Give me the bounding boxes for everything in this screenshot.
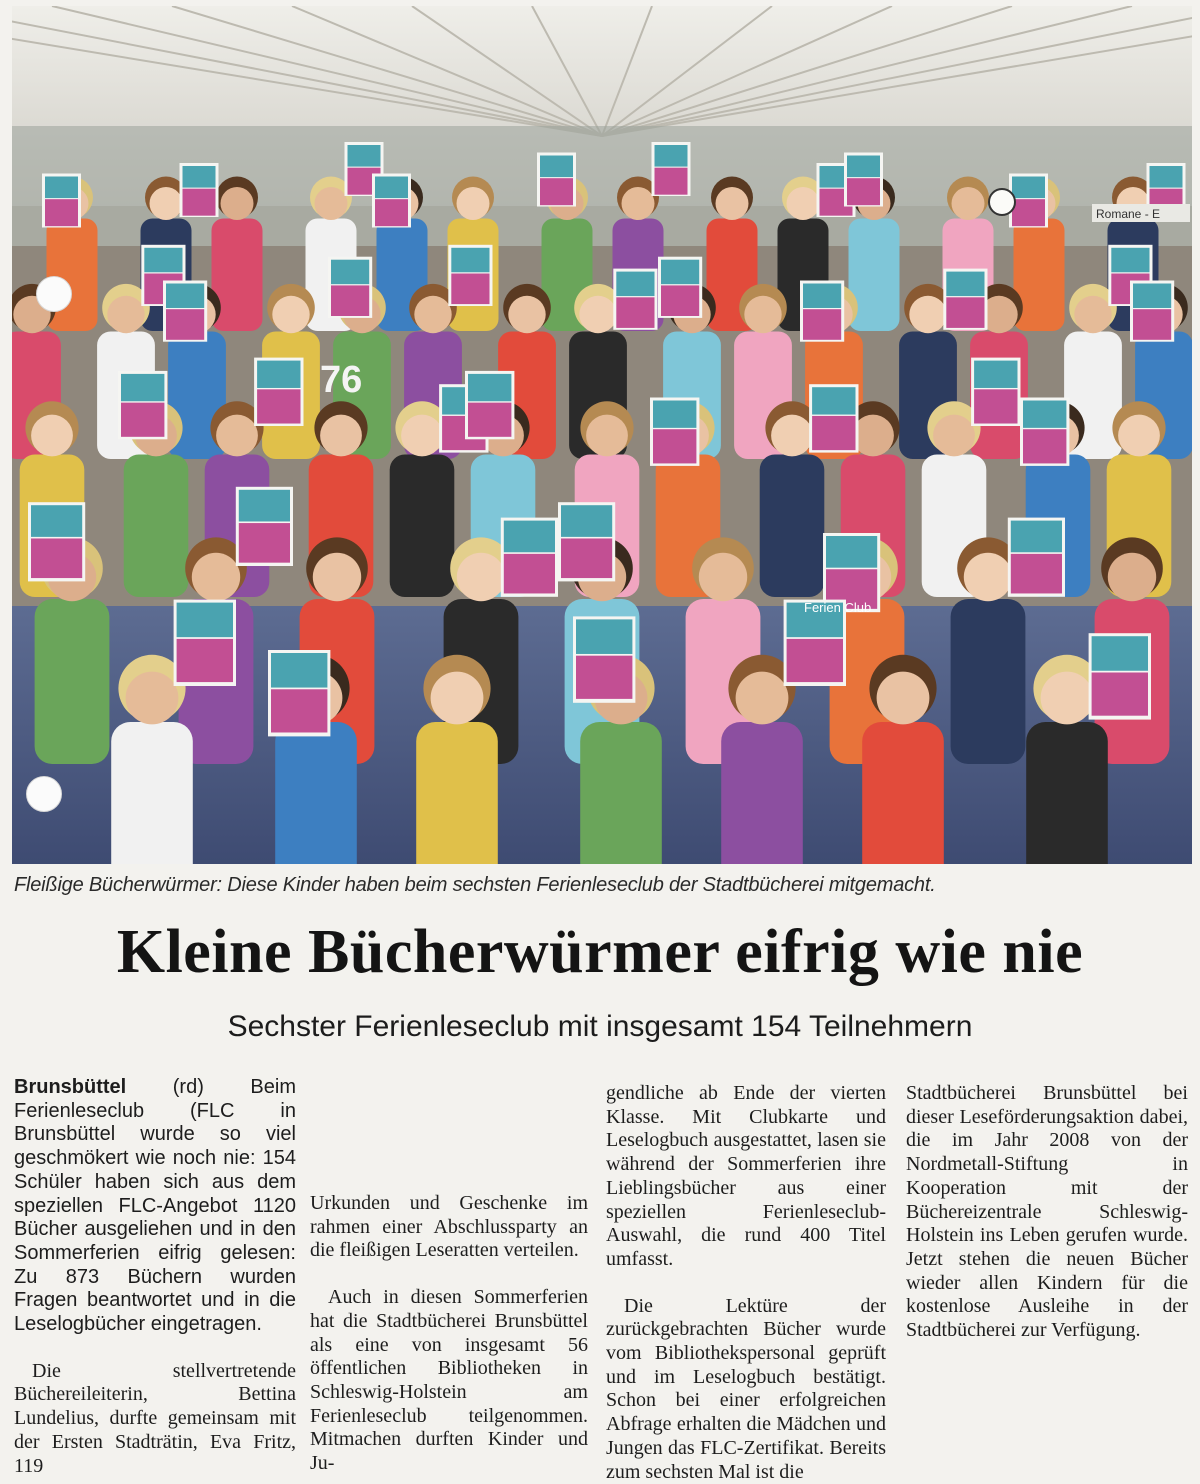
article-paragraph: gendliche ab Ende der vierten Klasse. Mit Clubkarte und Leselogbuch ausgestattet, lasen sie während der Sommerferien ihre Lieblingsbücher aus einer speziellen Ferienleseclub-Auswahl, die rund 400 Titel umfasst. — [606, 1082, 886, 1270]
ferien-club-booklet — [809, 384, 858, 452]
ferien-club-booklet — [573, 616, 635, 702]
article-column-1 — [14, 1076, 296, 1478]
ferien-club-booklet — [558, 502, 615, 581]
child-figure — [721, 655, 803, 864]
article-paragraph: Auch in diesen Sommerferien hat die Stadtbücherei Brunsbüttel als eine von insgesamt 56 öffentlichen Bibliotheken in Schleswig-Holstein am Ferienleseclub teilgenommen. Mitmachen durften Kinder und Ju- — [310, 1286, 588, 1475]
shelf-sign-text: Romane - E — [1096, 207, 1161, 221]
article-column-4 — [906, 1082, 1188, 1343]
article-paragraph: Die stellvertretende Büchereileiterin, Bettina Lundelius, durfte gemeinsam mit der Ersten Stadträtin, Eva Fritz, 119 — [14, 1359, 296, 1477]
ferien-club-booklet — [28, 502, 85, 581]
ferien-club-booklet — [1008, 518, 1065, 597]
group-photo-icon — [12, 6, 1192, 864]
punch-hole-top — [36, 276, 72, 312]
headline: Kleine Bücherwürmer eifrig wie nie — [116, 918, 1084, 986]
ferien-club-booklet — [254, 358, 303, 426]
dateline: Brunsbüttel — [14, 1076, 127, 1098]
article-paragraph: Die Lektüre der zurückgebrachten Bücher wurde vom Bibliothekspersonal geprüft und im Leselogbuch bestätigt. Schon bei einer erfolgreichen Abfrage erhalten die Mädchen und Jungen das FLC-Zertifikat. Bereits zum sechsten Mal ist die — [606, 1294, 886, 1483]
ferien-club-booklet — [650, 398, 699, 466]
article-paragraph: Urkunden und Geschenke im rahmen einer Abschlussparty an die fleißigen Leseratten verteilen. — [310, 1192, 588, 1262]
ferien-club-booklet — [943, 269, 987, 330]
ferien-club-booklet — [537, 153, 576, 207]
subheadline: Sechster Ferienleseclub mit insgesamt 154 Teilnehmern — [227, 1010, 973, 1043]
child-figure — [862, 655, 944, 864]
child-figure — [416, 655, 498, 864]
ferien-club-booklet — [236, 487, 293, 566]
group-photo — [12, 6, 1192, 864]
ferien-club-booklet — [501, 518, 558, 597]
child-figure — [111, 655, 193, 864]
article-paragraph: Stadtbücherei Brunsbüttel bei dieser Leseförderungsaktion dabei, die im Jahr 2008 von der Nordmetall-Stiftung in Kooperation mit der Büchereizentrale Schleswig-Holstein ins Leben gerufen wurde. Jetzt stehen die neuen Bücher wieder allen Kindern für die kostenlose Ausleihe in der Stadtbücherei zur Verfügung. — [906, 1082, 1188, 1342]
photo-caption: Fleißige Bücherwürmer: Diese Kinder haben beim sechsten Ferienleseclub der Stadtbücherei mitgemacht. — [14, 874, 936, 896]
ferien-club-booklet — [372, 174, 411, 228]
ferien-club-booklet — [1089, 633, 1151, 719]
wall-clock-icon — [989, 189, 1015, 215]
booklet-title: Ferien Club — [804, 600, 872, 615]
article-paragraph — [14, 1076, 296, 1337]
ferien-club-booklet — [613, 269, 657, 330]
ferien-club-booklet — [180, 163, 219, 217]
ferien-club-booklet — [800, 281, 844, 342]
ferien-club-booklet — [268, 650, 330, 736]
ferien-club-booklet — [1130, 281, 1174, 342]
ferien-club-booklet — [971, 358, 1020, 426]
punch-hole-bottom — [26, 776, 62, 812]
ferien-club-booklet — [1020, 398, 1069, 466]
ferien-club-booklet — [328, 257, 372, 318]
ferien-club-booklet — [652, 142, 691, 196]
ferien-club-booklet — [448, 245, 492, 306]
ferien-club-booklet — [42, 174, 81, 228]
ferien-club-booklet — [163, 281, 207, 342]
ferien-club-booklet — [844, 153, 883, 207]
ferien-club-booklet — [118, 371, 167, 439]
article-column-3 — [606, 1082, 886, 1484]
ferien-club-booklet — [658, 257, 702, 318]
ferien-club-booklet — [174, 600, 236, 686]
article-column-2 — [310, 1192, 588, 1476]
ferien-club-booklet — [465, 371, 514, 439]
paragraph-text: (rd) Beim Ferienleseclub (FLC in Brunsbüttel wurde so viel geschmökert wie noch nie: 154 Schüler haben sich aus dem speziellen FLC-Angebot 1120 Bücher ausgeliehen und in den Sommerferien eifrig gelesen: Zu 873 Büchern wurden Fragen beantwortet und in die Leselogbücher eingetragen. — [14, 1076, 296, 1336]
shirt-number: 76 — [320, 359, 363, 401]
